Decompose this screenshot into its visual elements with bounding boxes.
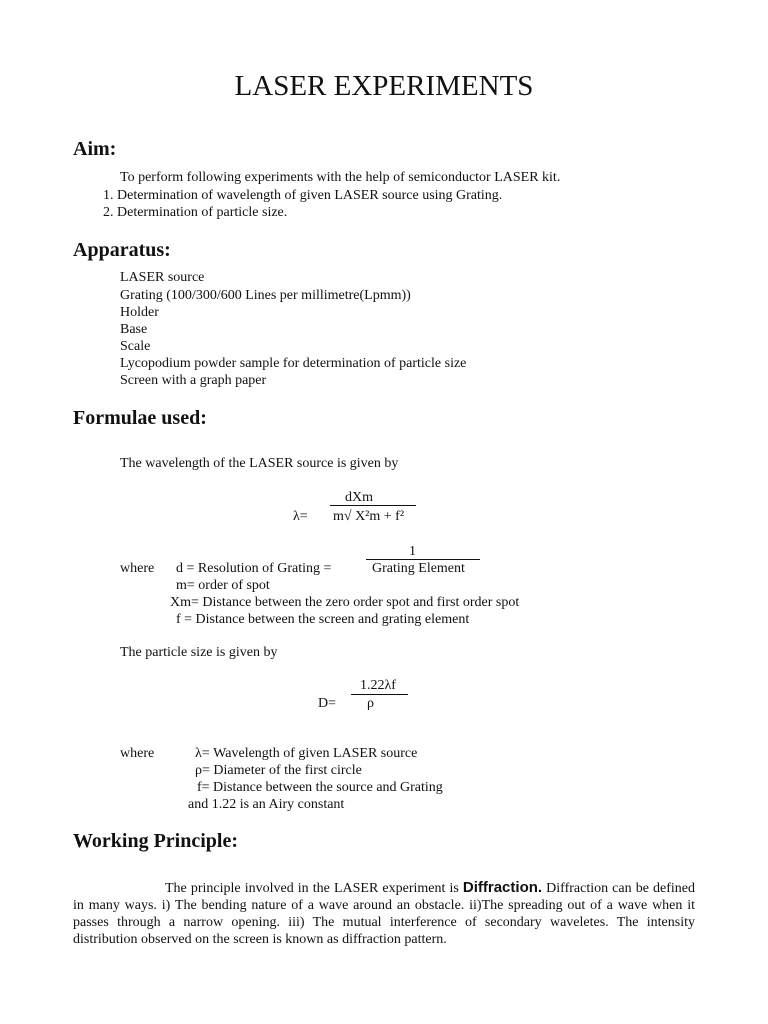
grating-numerator: 1: [409, 544, 416, 559]
apparatus-item: Screen with a graph paper: [120, 373, 267, 388]
d-definition: d = Resolution of Grating =: [176, 561, 332, 576]
apparatus-item: LASER source: [120, 270, 205, 285]
apparatus-item: Grating (100/300/600 Lines per millimetre(Lpmm)): [120, 288, 411, 303]
lambda-numerator: dXm: [345, 490, 373, 505]
diffraction-term: Diffraction.: [462, 879, 543, 896]
xm-definition: Xm= Distance between the zero order spot and first order spot: [170, 595, 520, 610]
d-denominator: ρ: [367, 696, 374, 711]
where-label: where: [120, 561, 155, 576]
apparatus-item: Lycopodium powder sample for determination of particle size: [120, 356, 467, 371]
lambda-definition: λ= Wavelength of given LASER source: [195, 746, 418, 761]
particle-intro: The particle size is given by: [120, 645, 278, 660]
apparatus-item: Scale: [120, 339, 151, 354]
aim-intro: To perform following experiments with the help of semiconductor LASER kit.: [120, 170, 561, 185]
d-numerator: 1.22λf: [360, 678, 396, 693]
working-principle-paragraph: [73, 879, 695, 948]
grating-denominator: Grating Element: [372, 561, 465, 576]
apparatus-item: Holder: [120, 305, 159, 320]
f-definition: f = Distance between the screen and grating element: [176, 612, 470, 627]
aim-item-2: 2. Determination of particle size.: [103, 205, 288, 220]
where-label: where: [120, 746, 155, 761]
aim-item-1: 1. Determination of wavelength of given LASER source using Grating.: [103, 188, 503, 203]
f2-definition: f= Distance between the source and Grating: [197, 780, 443, 795]
d-fraction-bar: [351, 694, 408, 695]
m-definition: m= order of spot: [176, 578, 270, 593]
aim-heading: Aim:: [73, 138, 117, 160]
apparatus-heading: Apparatus:: [73, 239, 171, 261]
apparatus-item: Base: [120, 322, 148, 337]
rho-definition: ρ= Diameter of the first circle: [195, 763, 362, 778]
page-title: LASER EXPERIMENTS: [234, 70, 534, 102]
working-principle-heading: Working Principle:: [73, 830, 238, 852]
paragraph-start: The principle involved in the LASER experiment is: [165, 881, 463, 896]
formulae-heading: Formulae used:: [73, 407, 207, 429]
d-lhs: D=: [318, 696, 337, 711]
wavelength-intro: The wavelength of the LASER source is given by: [120, 456, 399, 471]
lambda-lhs: λ=: [293, 509, 308, 524]
paragraph-rest: Diffraction can be defined in many ways. i) The bending nature of a wave around an obstacle. ii)The spreading out of a wave when it passes through a narrow opening. iii) The mutual interference of secondary waveletes. The intensity distribution observed on the screen is known as diffraction pattern.: [73, 881, 695, 947]
lambda-fraction-bar: [330, 505, 416, 506]
airy-definition: and 1.22 is an Airy constant: [188, 797, 345, 812]
lambda-denominator: m√ X²m + f²: [333, 509, 405, 524]
